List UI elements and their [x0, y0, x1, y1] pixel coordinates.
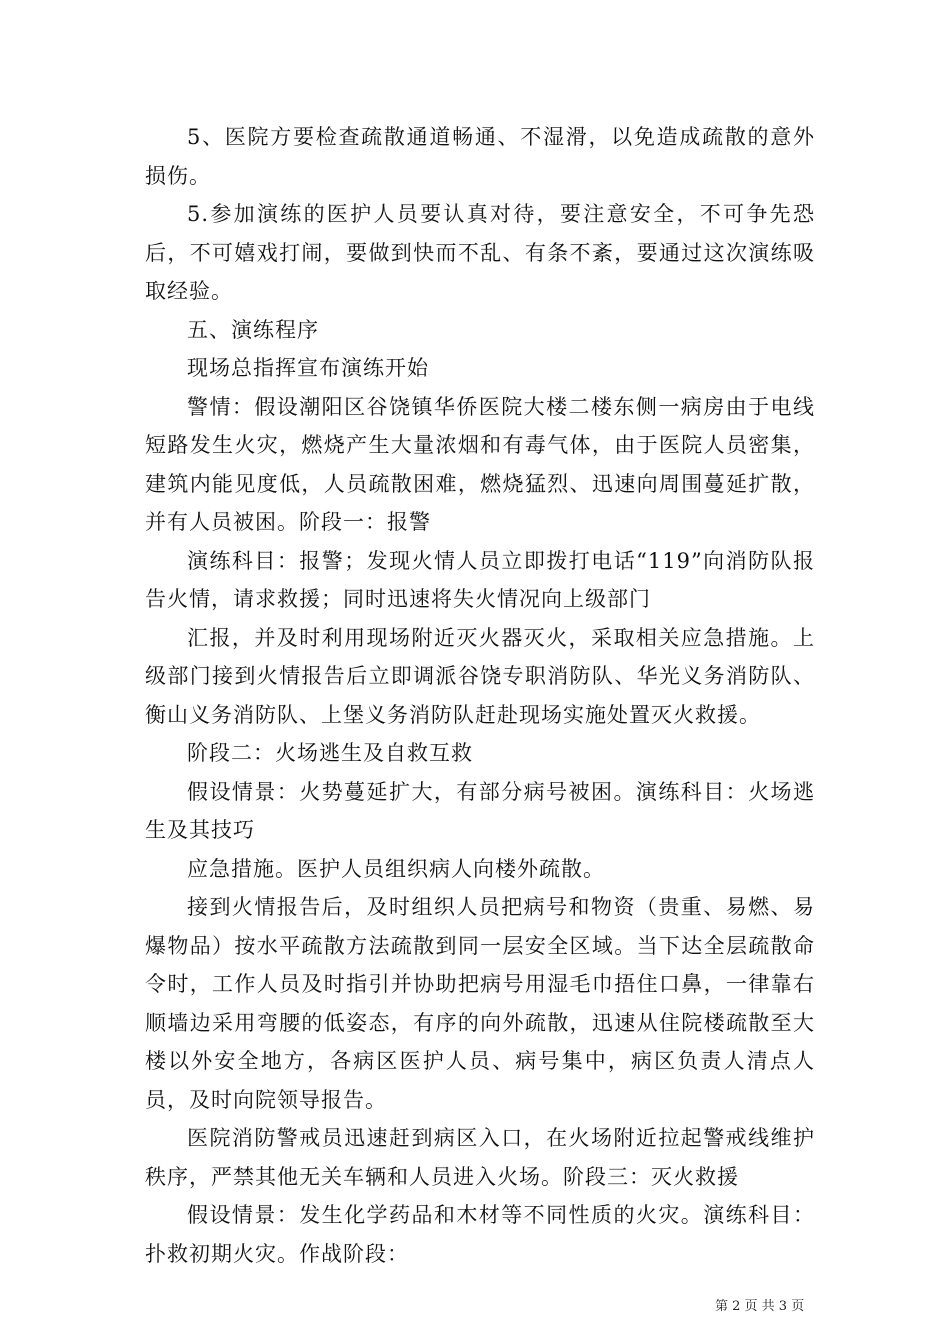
paragraph-staff-conduct: 5.参加演练的医护人员要认真对待，要注意安全，不可争先恐后，不可嬉戏打闹，要做到快而不乱、有条不紊，要通过这次演练吸取经验。	[145, 202, 815, 303]
paragraph-stage-two-heading: 阶段二：火场逃生及自救互救	[187, 741, 473, 765]
body-text	[145, 118, 815, 1273]
paragraph-alarm-subject: 演练科目：报警；发现火情人员立即拨打电话“119”向消防队报告火情，请求救援；同时迅速将失火情况向上级部门	[145, 548, 815, 611]
paragraph-emergency-measures: 应急措施。医护人员组织病人向楼外疏散。	[187, 856, 605, 881]
section-heading-drill-procedure: 五、演练程序	[187, 317, 319, 342]
paragraph-drill-start: 现场总指挥宣布演练开始	[187, 356, 429, 380]
paragraph-firefighting-scenario: 假设情景：发生化学药品和木材等不同性质的火灾。演练科目：扑救初期火灾。作战阶段：	[145, 1203, 815, 1266]
paragraph-report-and-dispatch: 汇报，并及时利用现场附近灭火器灭火，采取相关应急措施。上级部门接到火情报告后立即调派谷饶专职消防队、华光义务消防队、衡山义务消防队、上堡义务消防队赶赴现场实施处置灭火救援。	[145, 625, 815, 727]
paragraph-cordon-and-stage-three: 医院消防警戒员迅速赶到病区入口，在火场附近拉起警戒线维护秩序，严禁其他无关车辆和人员进入火场。阶段三：灭火救援	[145, 1126, 815, 1189]
paragraph-evacuation-route-check: 5、医院方要检查疏散通道畅通、不湿滑，以免造成疏散的意外损伤。	[145, 125, 815, 188]
paragraph-stage-two-scenario: 假设情景：火势蔓延扩大，有部分病号被困。演练科目：火场逃生及其技巧	[145, 779, 815, 842]
page-number: 第 2 页 共 3 页	[715, 1299, 805, 1314]
paragraph-alarm-scenario: 警情：假设潮阳区谷饶镇华侨医院大楼二楼东侧一病房由于电线短路发生火灾，燃烧产生大量浓烟和有毒气体，由于医院人员密集，建筑内能见度低，人员疏散困难，燃烧猛烈、迅速向周围蔓延扩散，并有人员被困。阶段一：报警	[145, 394, 815, 534]
paragraph-evacuation-procedure: 接到火情报告后，及时组织人员把病号和物资（贵重、易燃、易爆物品）按水平疏散方法疏散到同一层安全区域。当下达全层疏散命令时，工作人员及时指引并协助把病号用湿毛巾捂住口鼻，一律靠右顺墙边采用弯腰的低姿态，有序的向外疏散，迅速从住院楼疏散至大楼以外安全地方，各病区医护人员、病号集中，病区负责人清点人员，及时向院领导报告。	[145, 895, 815, 1112]
